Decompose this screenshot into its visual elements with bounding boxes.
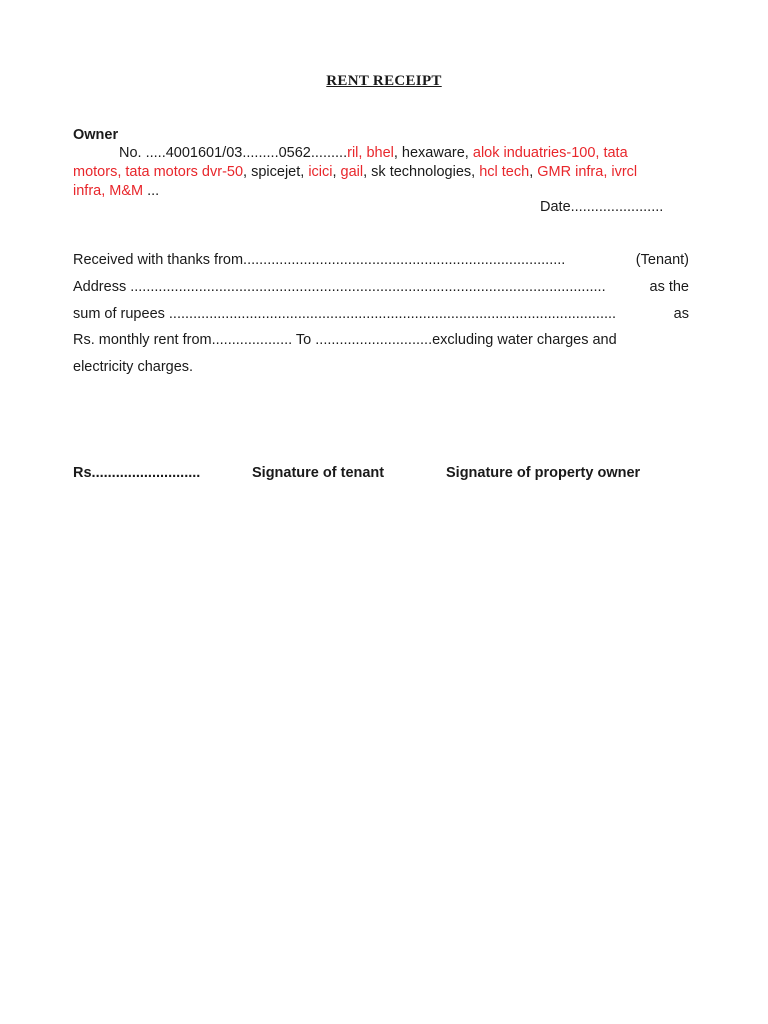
owner-segment: No. .....4001601/03.........0562......... <box>119 145 348 161</box>
owner-label: Owner <box>73 127 119 143</box>
rent-line: Rs. monthly rent from.................... To .............................excluding water charges and <box>73 332 617 348</box>
owner-segment: , spicejet, <box>243 164 309 180</box>
tenant-label: (Tenant) <box>635 252 689 268</box>
electricity-line: electricity charges. <box>73 359 194 375</box>
owner-segments <box>73 145 637 199</box>
address-line <box>73 279 689 295</box>
owner-segment: , sk technologies, <box>363 164 480 180</box>
owner-segment: , hexaware, <box>393 145 473 161</box>
address-text: Address ...................................................................................................................... <box>73 279 606 295</box>
owner-segment: gail <box>340 164 364 180</box>
amount-field: Rs........................... <box>73 465 201 481</box>
owner-segment: , <box>332 164 341 180</box>
tenant-signature-label: Signature of tenant <box>252 465 385 481</box>
as-text: as <box>673 306 689 322</box>
received-text: Received with thanks from................................................................................ <box>73 252 566 268</box>
owner-segment: icici <box>308 164 333 180</box>
owner-segment: hcl tech <box>479 164 530 180</box>
as-the-text: as the <box>649 279 689 295</box>
page-title: RENT RECEIPT <box>326 73 442 89</box>
owner-signature-label: Signature of property owner <box>446 465 641 481</box>
owner-segment: GMR infra, ivrcl infra, M&M <box>73 164 638 199</box>
sum-line <box>73 306 689 322</box>
owner-segment: alok induatries-100, tata motors, tata motors dvr-50 <box>73 145 628 180</box>
owner-segment: , <box>529 164 538 180</box>
received-line <box>73 252 689 268</box>
owner-details <box>73 144 673 201</box>
date-field: Date....................... <box>540 199 664 215</box>
owner-segment: ... <box>143 183 160 199</box>
owner-segment: ril, bhel <box>347 145 394 161</box>
sum-text: sum of rupees ............................................................................................................... <box>73 306 617 322</box>
